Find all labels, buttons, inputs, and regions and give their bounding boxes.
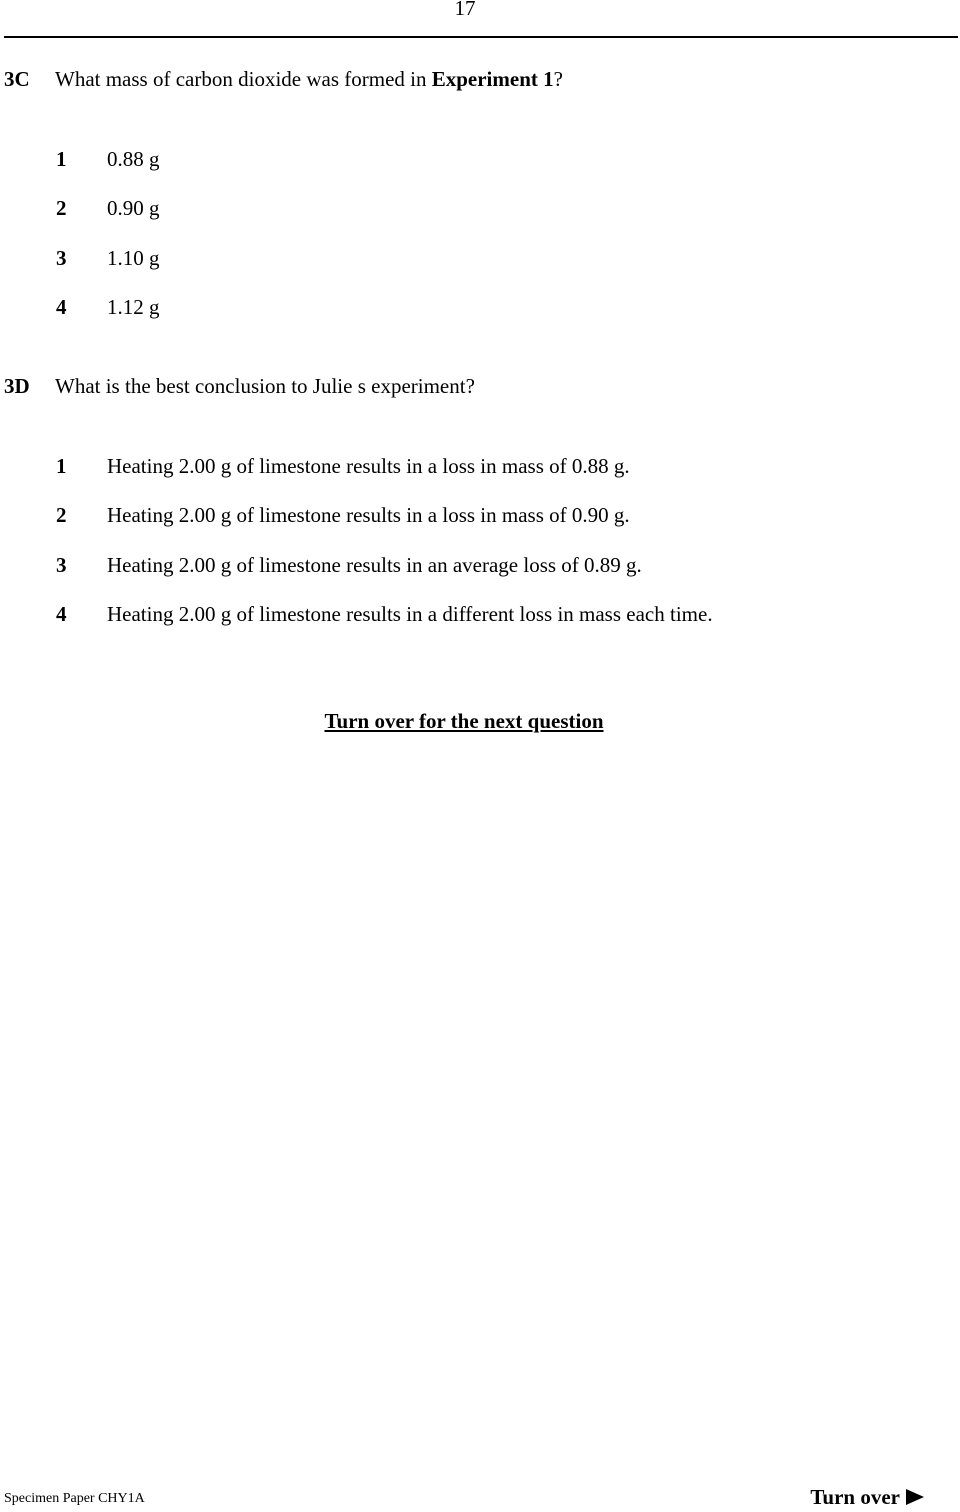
option-text: Heating 2.00 g of limestone results in a loss in mass of 0.88 g. bbox=[107, 454, 630, 478]
option-text: 0.88 g bbox=[107, 147, 160, 171]
option-3c-2 bbox=[56, 196, 160, 221]
option-text: 1.10 g bbox=[107, 246, 160, 270]
header-rule bbox=[4, 36, 958, 38]
footer-turn-over-text: Turn over bbox=[810, 1485, 900, 1509]
option-text: 1.12 g bbox=[107, 295, 160, 319]
option-number: 3 bbox=[56, 553, 67, 577]
footer-turn-over bbox=[810, 1485, 924, 1510]
question-text: What is the best conclusion to Julie s experiment? bbox=[55, 374, 475, 398]
question-text: What mass of carbon dioxide was formed in Experiment 1? bbox=[55, 67, 563, 91]
option-number: 4 bbox=[56, 295, 67, 319]
option-3d-1 bbox=[56, 454, 630, 479]
option-text: Heating 2.00 g of limestone results in a different loss in mass each time. bbox=[107, 602, 713, 626]
option-3d-3 bbox=[56, 553, 642, 578]
option-number: 3 bbox=[56, 246, 67, 270]
option-text: Heating 2.00 g of limestone results in a loss in mass of 0.90 g. bbox=[107, 503, 630, 527]
question-number: 3D bbox=[4, 374, 30, 398]
question-3d bbox=[4, 374, 475, 399]
option-number: 4 bbox=[56, 602, 67, 626]
option-text: Heating 2.00 g of limestone results in an average loss of 0.89 g. bbox=[107, 553, 642, 577]
question-number: 3C bbox=[4, 67, 30, 91]
turn-over-instruction: Turn over for the next question bbox=[324, 709, 604, 733]
question-3c bbox=[4, 67, 563, 92]
option-number: 2 bbox=[56, 503, 67, 527]
right-triangle-arrow-icon bbox=[906, 1489, 924, 1505]
option-3c-4 bbox=[56, 295, 160, 320]
option-3c-3 bbox=[56, 246, 160, 271]
option-3c-1 bbox=[56, 147, 160, 172]
option-3d-4 bbox=[56, 602, 713, 627]
footer-paper-code: Specimen Paper CHY1A bbox=[4, 1491, 145, 1506]
option-number: 1 bbox=[56, 454, 67, 478]
option-text: 0.90 g bbox=[107, 196, 160, 220]
option-3d-2 bbox=[56, 503, 630, 528]
page-number: 17 bbox=[454, 0, 476, 20]
option-number: 2 bbox=[56, 196, 67, 220]
option-number: 1 bbox=[56, 147, 67, 171]
